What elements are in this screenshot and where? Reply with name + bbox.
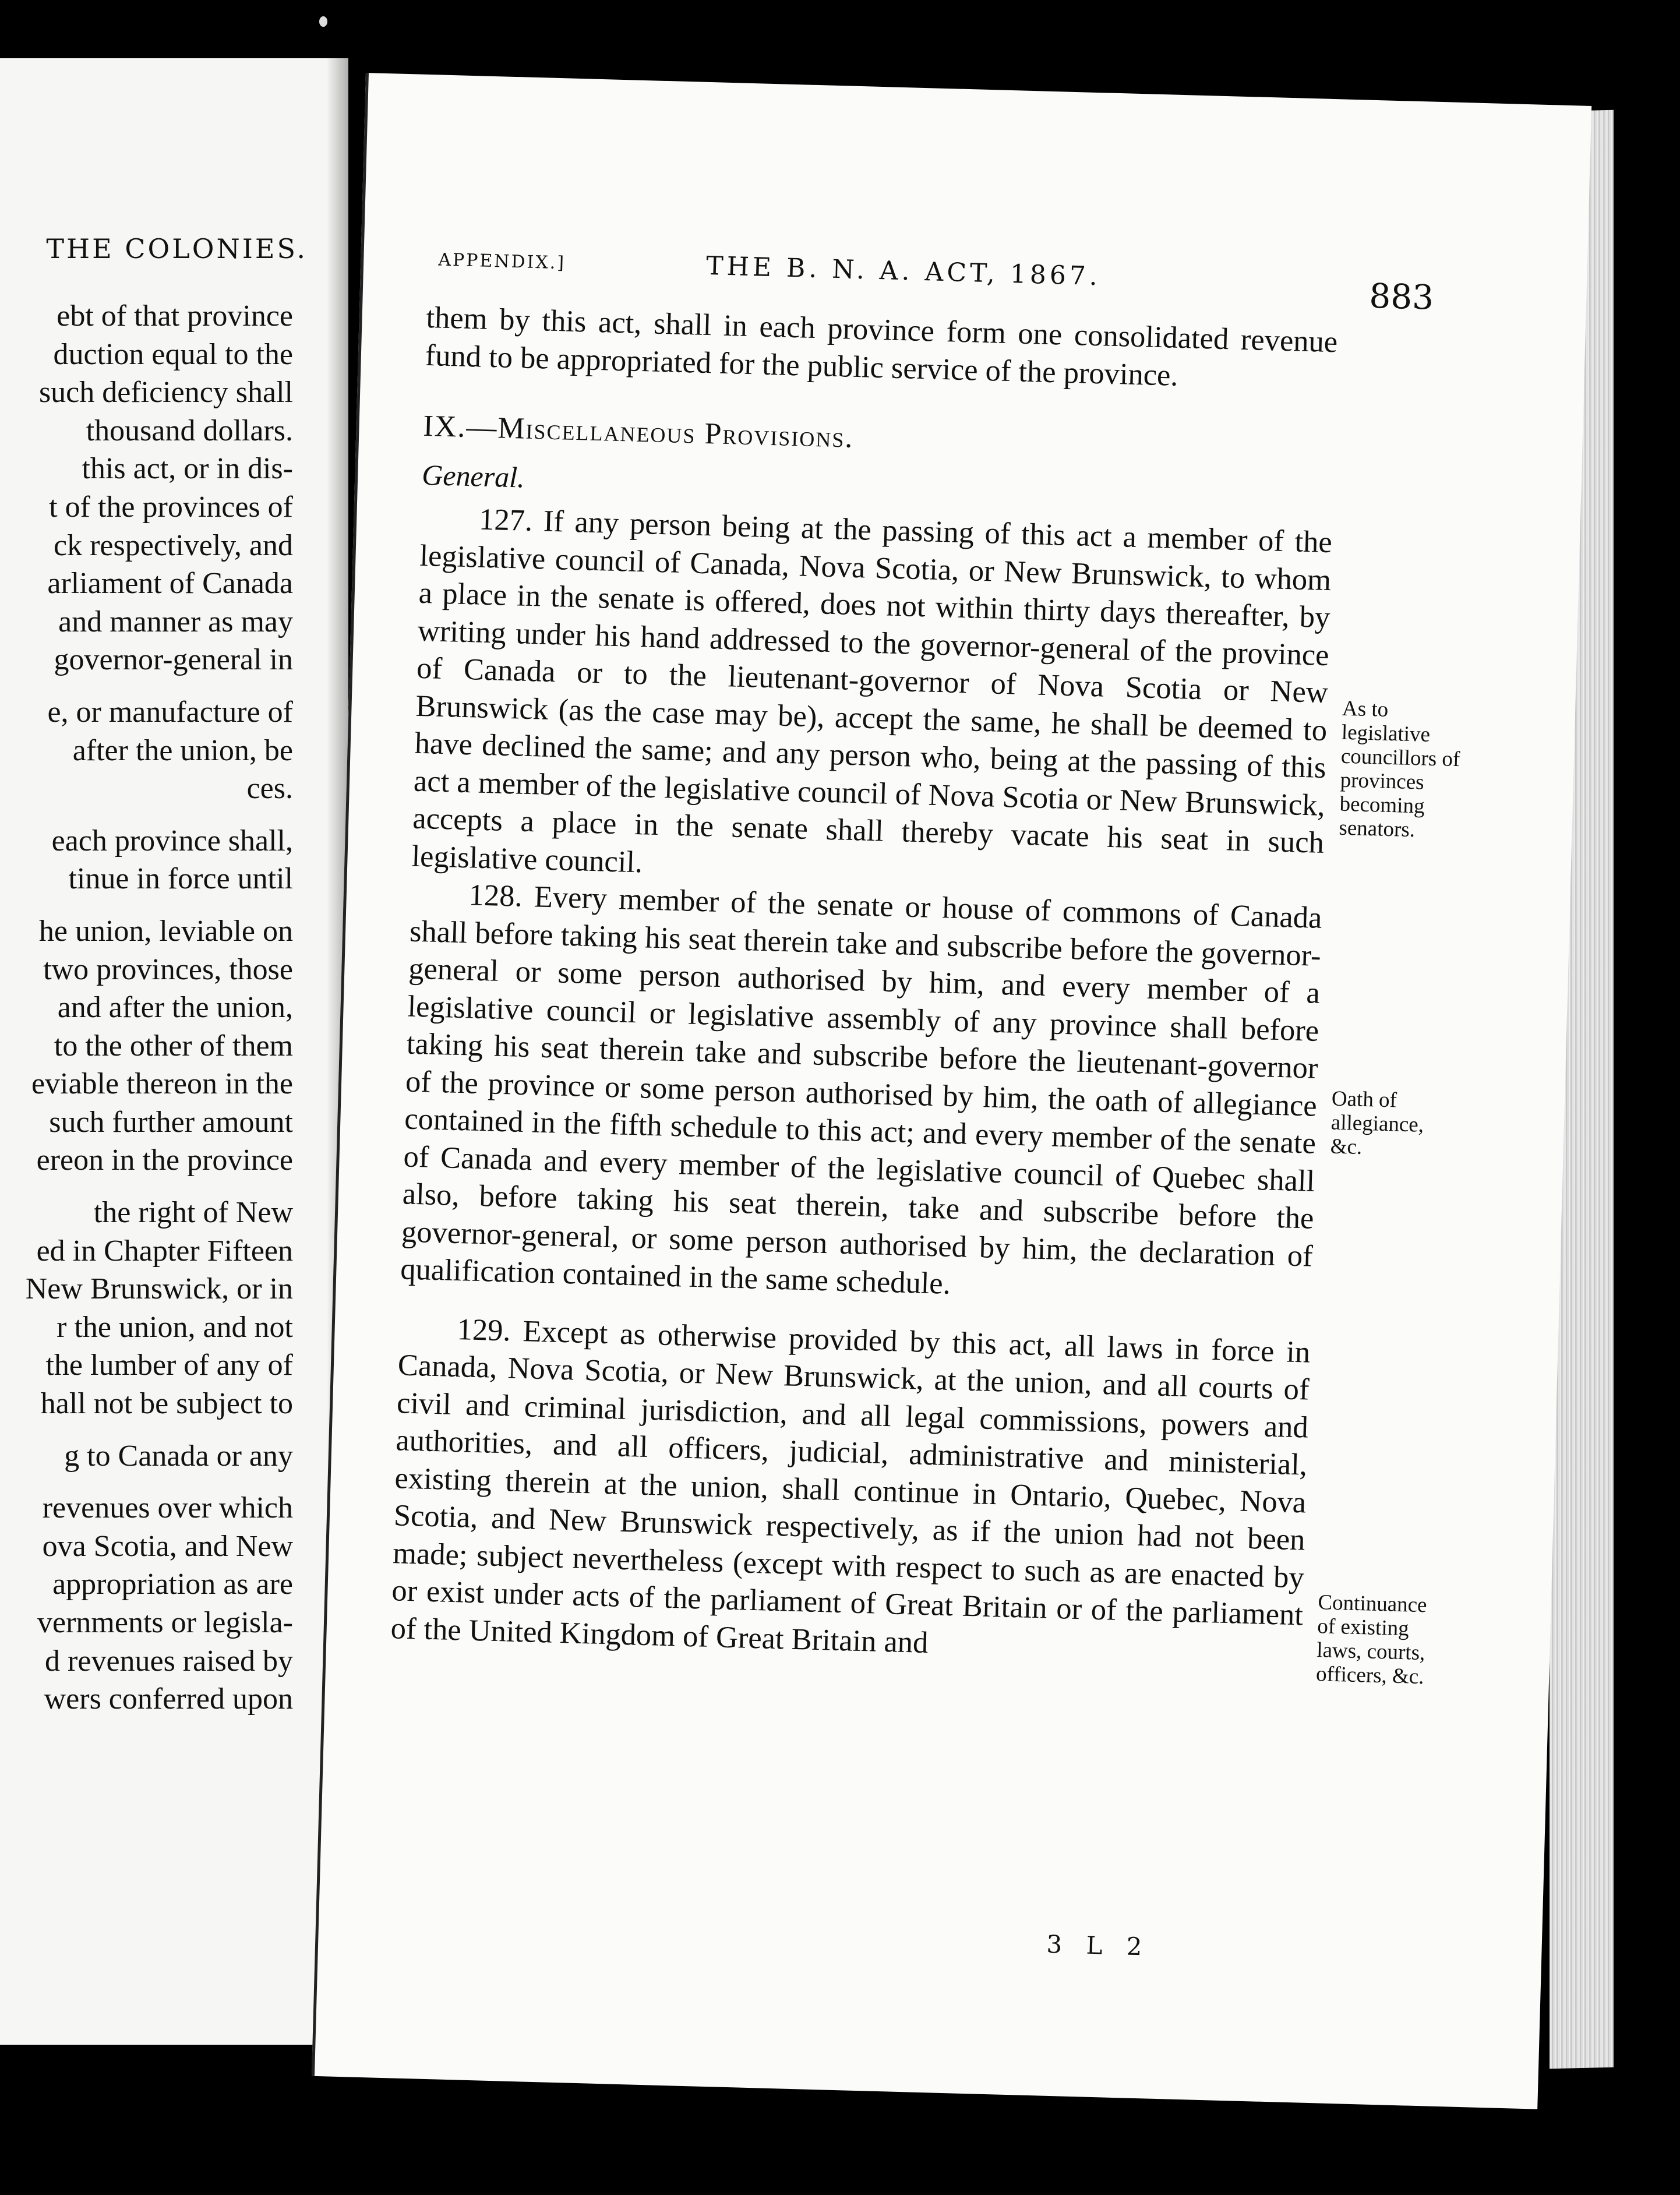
section-129: 129. Except as otherwise provided by this act, all laws in force in Canada, Nova Scotia, or New Brunswick, at the union, and all courts of civil and criminal jurisdiction, and all legal commissions, powers and authorities, and all officers, judicial, administrative and ministerial, existing therein at the union, shall continue in Ontario, Quebec, Nova Scotia, and New Brunswick respectively, as if the union had not been made; subject nevertheless (except with respect to such as are enacted by or exist under acts of the parliament of Great Britain or of the parliament of the United Kingdom of Great Britain and bbox=[390, 1312, 1311, 1660]
left-page-line: d revenues raised by bbox=[45, 1644, 293, 1678]
left-page-line: after the union, be bbox=[72, 733, 293, 767]
left-page-line: and after the union, bbox=[57, 991, 293, 1025]
left-page-line: revenues over which bbox=[42, 1491, 293, 1525]
margin-note-127: As to legislative councillors of provinces becoming senators. bbox=[1338, 696, 1460, 842]
right-page bbox=[312, 73, 1591, 2109]
left-page-line: duction equal to the bbox=[53, 337, 293, 371]
left-page-line: wers conferred upon bbox=[44, 1682, 293, 1716]
left-page-line: g to Canada or any bbox=[64, 1439, 293, 1473]
running-head-appendix: APPENDIX.] bbox=[437, 249, 566, 274]
left-page-line: arliament of Canada bbox=[47, 567, 293, 601]
left-page-line: thousand dollars. bbox=[86, 414, 293, 447]
left-page-line: appropriation as are bbox=[52, 1568, 293, 1601]
left-page-line: ed in Chapter Fifteen bbox=[36, 1234, 293, 1268]
left-page-line: ereon in the province bbox=[36, 1144, 293, 1177]
left-page-line: r the union, and not bbox=[57, 1310, 293, 1344]
left-page-line: hall not be subject to bbox=[40, 1387, 293, 1421]
left-page-line: the right of New bbox=[93, 1196, 293, 1230]
left-page-line: the lumber of any of bbox=[45, 1349, 293, 1382]
left-page-line: tinue in force until bbox=[68, 862, 293, 896]
left-page-line: eviable thereon in the bbox=[31, 1067, 293, 1101]
left-page bbox=[0, 58, 348, 2045]
section-title: IX.—Miscellaneous Provisions. bbox=[422, 409, 855, 454]
left-page-line: to the other of them bbox=[54, 1029, 293, 1063]
running-head-title: THE B. N. A. ACT, 1867. bbox=[705, 250, 1102, 292]
signature-mark: 3 L 2 bbox=[1046, 1929, 1151, 1961]
page-number: 883 bbox=[1368, 276, 1435, 317]
left-page-line: each province shall, bbox=[51, 824, 293, 857]
left-page-line: ova Scotia, and New bbox=[42, 1529, 293, 1563]
left-page-line: e, or manufacture of bbox=[47, 695, 293, 729]
section-127: 127. If any person being at the passing of this act a member of the legislative council of Canada, Nova Scotia, or New Brunswick, to whom a place in the senate is offered, does not within thirty days thereafter, by writing under his hand addressed to the governor-general of the province of Canada or to the lieutenant-governor of Nova Scotia or New Brunswick (as the case may be), accept the same, he shall be deemed to have declined the same; and any person who, being at the passing of this act a member of the legislative council of Nova Scotia or New Brunswick, accepts a place in the senate shall thereby vacate his seat in such legislative council. bbox=[411, 502, 1333, 879]
left-running-head: THE COLONIES. bbox=[46, 233, 308, 264]
left-page-line: governor-general in bbox=[54, 643, 293, 677]
section-128: 128. Every member of the senate or house of commons of Canada shall before taking his seat therein take and subscribe before the governor-general or some person authorised by him, and every member of a legislative council or legislative assembly of any province shall before taking his seat therein take and subscribe before the lieutenant-governor of the province or some person authorised by him, the oath of allegiance contained in the fifth schedule to this act; and every member of the senate of Canada and every member of the legislative council of Quebec shall also, before taking his seat therein, take and subscribe before the governor-general, or some person authorised by him, the declaration of qualification contained in the same schedule. bbox=[400, 878, 1323, 1301]
dust-speck bbox=[319, 16, 327, 27]
left-page-line: t of the provinces of bbox=[49, 490, 293, 524]
left-page-line: ces. bbox=[246, 772, 293, 806]
left-page-line: this act, or in dis- bbox=[82, 452, 293, 486]
left-page-line: vernments or legisla- bbox=[37, 1606, 293, 1639]
page-body bbox=[390, 299, 1338, 1671]
left-page-line: he union, leviable on bbox=[38, 914, 293, 948]
left-page-line: and manner as may bbox=[58, 605, 293, 638]
opening-paragraph: them by this act, shall in each province form one consolidated revenue fund to be appropriated for the public service of the province. bbox=[425, 300, 1338, 393]
left-page-line: such deficiency shall bbox=[38, 376, 293, 410]
left-page-line: New Brunswick, or in bbox=[25, 1272, 293, 1306]
left-page-line: ck respectively, and bbox=[54, 528, 293, 562]
left-page-line: two provinces, those bbox=[43, 952, 293, 986]
sub-title: General. bbox=[421, 458, 525, 494]
left-page-line: ebt of that province bbox=[57, 299, 293, 333]
margin-note-128: Oath of allegiance, &c. bbox=[1330, 1086, 1424, 1159]
left-page-line: such further amount bbox=[49, 1105, 293, 1139]
left-page-text bbox=[26, 297, 293, 1718]
margin-note-129: Continuance of existing laws, courts, officers, &c. bbox=[1315, 1590, 1428, 1689]
